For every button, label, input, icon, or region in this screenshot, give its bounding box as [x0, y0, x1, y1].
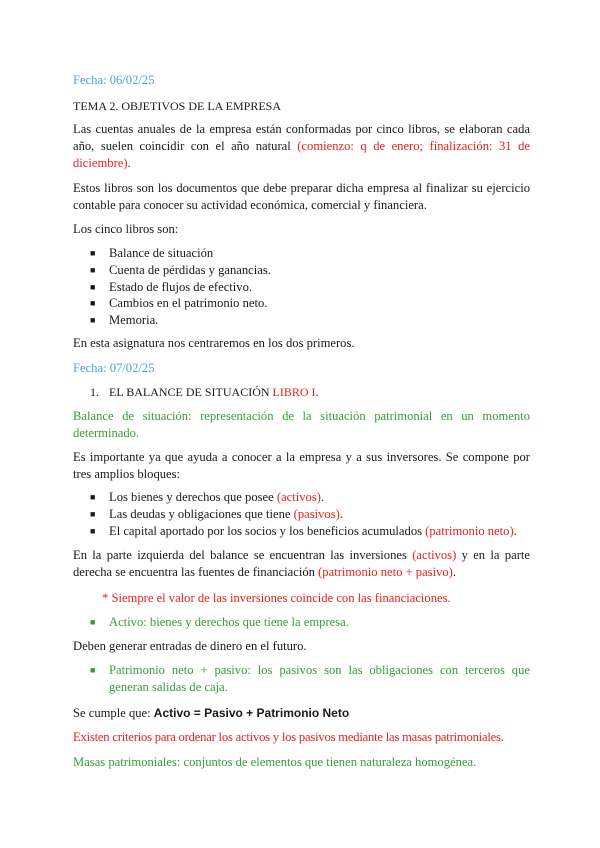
square-bullet-icon: ■ — [90, 665, 96, 675]
paragraph-formula: Se cumple que: Activo = Pasivo + Patrimonio Neto — [73, 706, 350, 720]
date-heading: Fecha: 06/02/25 — [73, 73, 155, 87]
square-bullet-icon: ■ — [90, 265, 96, 275]
paragraph-cinco-libros: Los cinco libros son: — [73, 222, 179, 236]
paragraph-importancia: Es importante ya que ayuda a conocer a la empresa y a sus inversores. Se compone por tres amplios bloques: — [73, 450, 530, 481]
square-bullet-icon: ■ — [90, 492, 96, 502]
square-bullet-icon: ■ — [90, 248, 96, 258]
note-inversiones: * Siempre el valor de las inversiones coincide con las financiaciones. — [102, 591, 451, 605]
date-heading: Fecha: 07/02/25 — [73, 361, 155, 375]
square-bullet-icon: ■ — [90, 617, 96, 627]
equation: Activo = Pasivo + Patrimonio Neto — [153, 706, 350, 720]
paragraph-parte-izquierda: En la parte izquierda del balance se encuentran las inversiones (activos) y en la parte derecha se encuentra las fuentes de financiación (patrimonio neto + pasivo). — [73, 548, 530, 579]
square-bullet-icon: ■ — [90, 509, 96, 519]
highlight-dates: (comienzo: q de enero; finalización: 31 de diciembre) — [73, 139, 530, 170]
definition-balance: Balance de situación: representación de la situación patrimonial en un momento determinado. — [73, 409, 530, 440]
square-bullet-icon: ■ — [90, 282, 96, 292]
definition-masas: Masas patrimoniales: conjuntos de elementos que tienen naturaleza homogénea. — [73, 755, 477, 769]
topic-title: TEMA 2. OBJETIVOS DE LA EMPRESA — [73, 99, 282, 113]
square-bullet-icon: ■ — [90, 526, 96, 536]
square-bullet-icon: ■ — [90, 315, 96, 325]
paragraph-asignatura: En esta asignatura nos centraremos en los dos primeros. — [73, 336, 355, 350]
paragraph-entradas: Deben generar entradas de dinero en el futuro. — [73, 639, 307, 653]
square-bullet-icon: ■ — [90, 298, 96, 308]
paragraph-criterios: Existen criterios para ordenar los activos y los pasivos mediante las masas patrimoniales. — [73, 730, 504, 744]
paragraph-cuentas-anuales: Las cuentas anuales de la empresa están conformadas por cinco libros, se elaboran cada año, suelen coincidir con el año natural (comienzo: q de enero; finalización: 31 de diciembre). — [73, 122, 530, 170]
paragraph-libros-definicion: Estos libros son los documentos que debe preparar dicha empresa al finalizar su ejercicio contable para conocer su actividad económica, comercial y financiera. — [73, 181, 530, 212]
